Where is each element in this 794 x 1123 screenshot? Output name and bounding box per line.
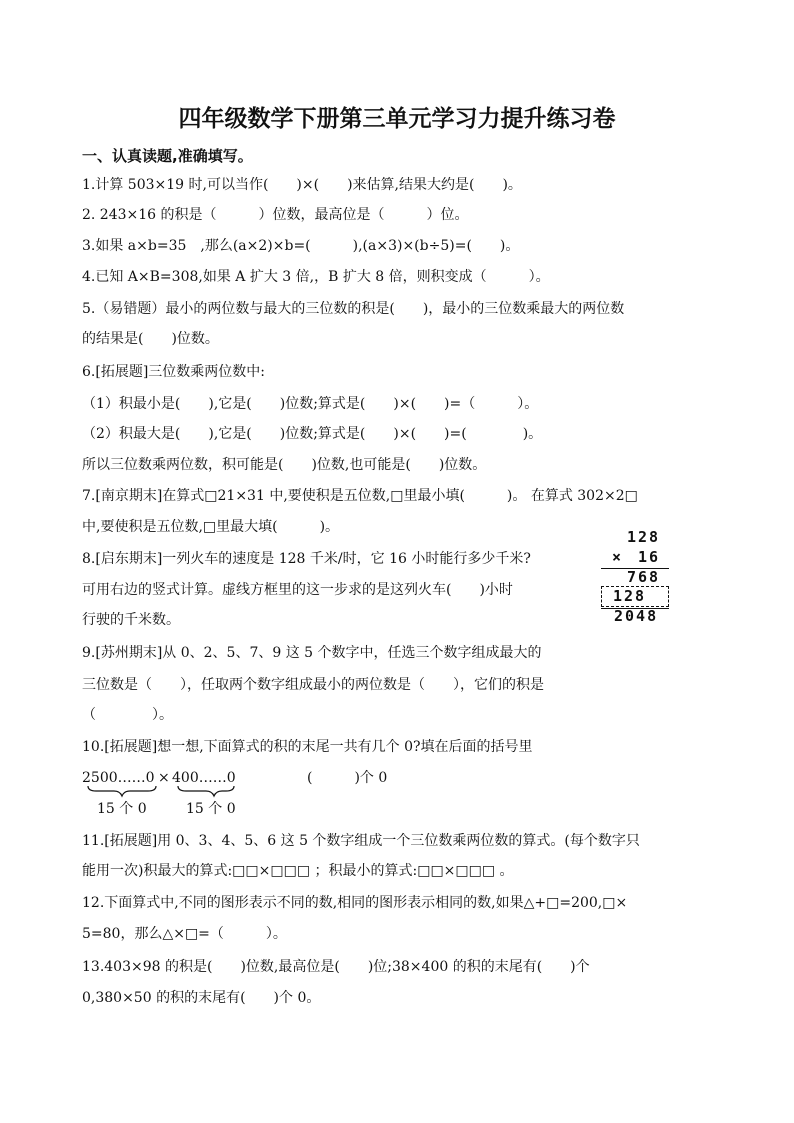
question-8-line3: 行驶的千米数。 <box>82 612 180 628</box>
q10-answer-blank: ( )个 0 <box>307 770 388 786</box>
question-6-conclusion: 所以三位数乘两位数，积可能是( )位数,也可能是( )位数。 <box>82 457 487 473</box>
question-6: 6.[拓展题]三位数乘两位数中: <box>82 364 265 380</box>
question-9-line1: 9.[苏州期末]从 0、2、5、7、9 这 5 个数字中，任选三个数字组成最大的 <box>82 645 542 661</box>
calc-multiplicand: 128 <box>627 528 661 546</box>
calc-multiplier: 16 <box>638 548 661 566</box>
question-11-line1: 11.[拓展题]用 0、3、4、5、6 这 5 个数字组成一个三位数乘两位数的算式。(每个数字只 <box>82 833 640 849</box>
underbrace-right <box>178 786 234 796</box>
question-7-line1: 7.[南京期末]在算式□21×31 中,要使积是五位数,□里最小填( )。 在算式 302×2□ <box>82 488 638 504</box>
question-5-line2: 的结果是( )位数。 <box>82 331 219 347</box>
question-7-line2: 中,要使积是五位数,□里最大填( )。 <box>82 519 340 535</box>
question-13-line1: 13.403×98 的积是( )位数,最高位是( )位;38×400 的积的末尾有( )个 <box>82 959 590 975</box>
question-9-line3: （ ）。 <box>82 707 173 723</box>
question-5-line1: 5.（易错题）最小的两位数与最大的三位数的积是( )，最小的三位数乘最大的两位数 <box>82 301 625 317</box>
question-12-line2: 5=80，那么△×□=（ ）。 <box>82 926 287 942</box>
q10-left-number: 2500……0 <box>82 770 155 786</box>
q10-right-number: 400……0 <box>172 770 236 786</box>
underbrace-left <box>88 786 156 796</box>
section-heading: 一、认真读题,准确填写。 <box>82 147 253 165</box>
question-4: 4.已知 A×B=308,如果 A 扩大 3 倍,，B 扩大 8 倍，则积变成（ ）。 <box>82 269 550 285</box>
question-8-line1: 8.[启东期末]一列火车的速度是 128 千米/时，它 16 小时能行多少千米? <box>82 551 531 567</box>
calc-partial-2: 128 <box>613 587 647 605</box>
q10-times-sign: × <box>158 770 170 786</box>
calc-partial-1: 768 <box>627 568 661 586</box>
question-2: 2. 243×16 的积是（ ）位数，最高位是（ ）位。 <box>82 207 469 223</box>
q10-brace-label-right: 15 个 0 <box>186 801 236 817</box>
question-13-line2: 0,380×50 的积的末尾有( )个 0。 <box>82 990 321 1006</box>
q10-brace-label-left: 15 个 0 <box>97 801 147 817</box>
question-8-line2: 可用右边的竖式计算。虚线方框里的这一步求的是这列火车( )小时 <box>82 582 513 598</box>
question-11-line2: 能用一次)积最大的算式:□□×□□□ ；积最小的算式:□□×□□□ 。 <box>82 863 514 879</box>
question-9-line2: 三位数是（ ），任取两个数字组成最小的两位数是（ ），它们的积是 <box>82 677 544 693</box>
question-6-part1: （1）积最小是( ),它是( )位数;算式是( )×( )=（ ）。 <box>82 396 539 412</box>
calc-operator: × <box>612 548 624 566</box>
question-10: 10.[拓展题]想一想,下面算式的积的末尾一共有几个 0?填在后面的括号里 <box>82 739 533 755</box>
page-title: 四年级数学下册第三单元学习力提升练习卷 <box>178 106 616 132</box>
underbrace-group <box>86 784 246 798</box>
question-1: 1.计算 503×19 时,可以当作( )×( )来估算,结果大约是( )。 <box>82 177 522 193</box>
question-6-part2: （2）积最大是( ),它是( )位数;算式是( )×( )=( )。 <box>82 426 543 442</box>
question-12-line1: 12.下面算式中,不同的图形表示不同的数,相同的图形表示相同的数,如果△+□=200,□× <box>82 895 628 911</box>
question-3: 3.如果 a×b=35 ,那么(a×2)×b=( ),(a×3)×(b÷5)=( )。 <box>82 238 520 254</box>
calc-result: 2048 <box>614 607 659 625</box>
